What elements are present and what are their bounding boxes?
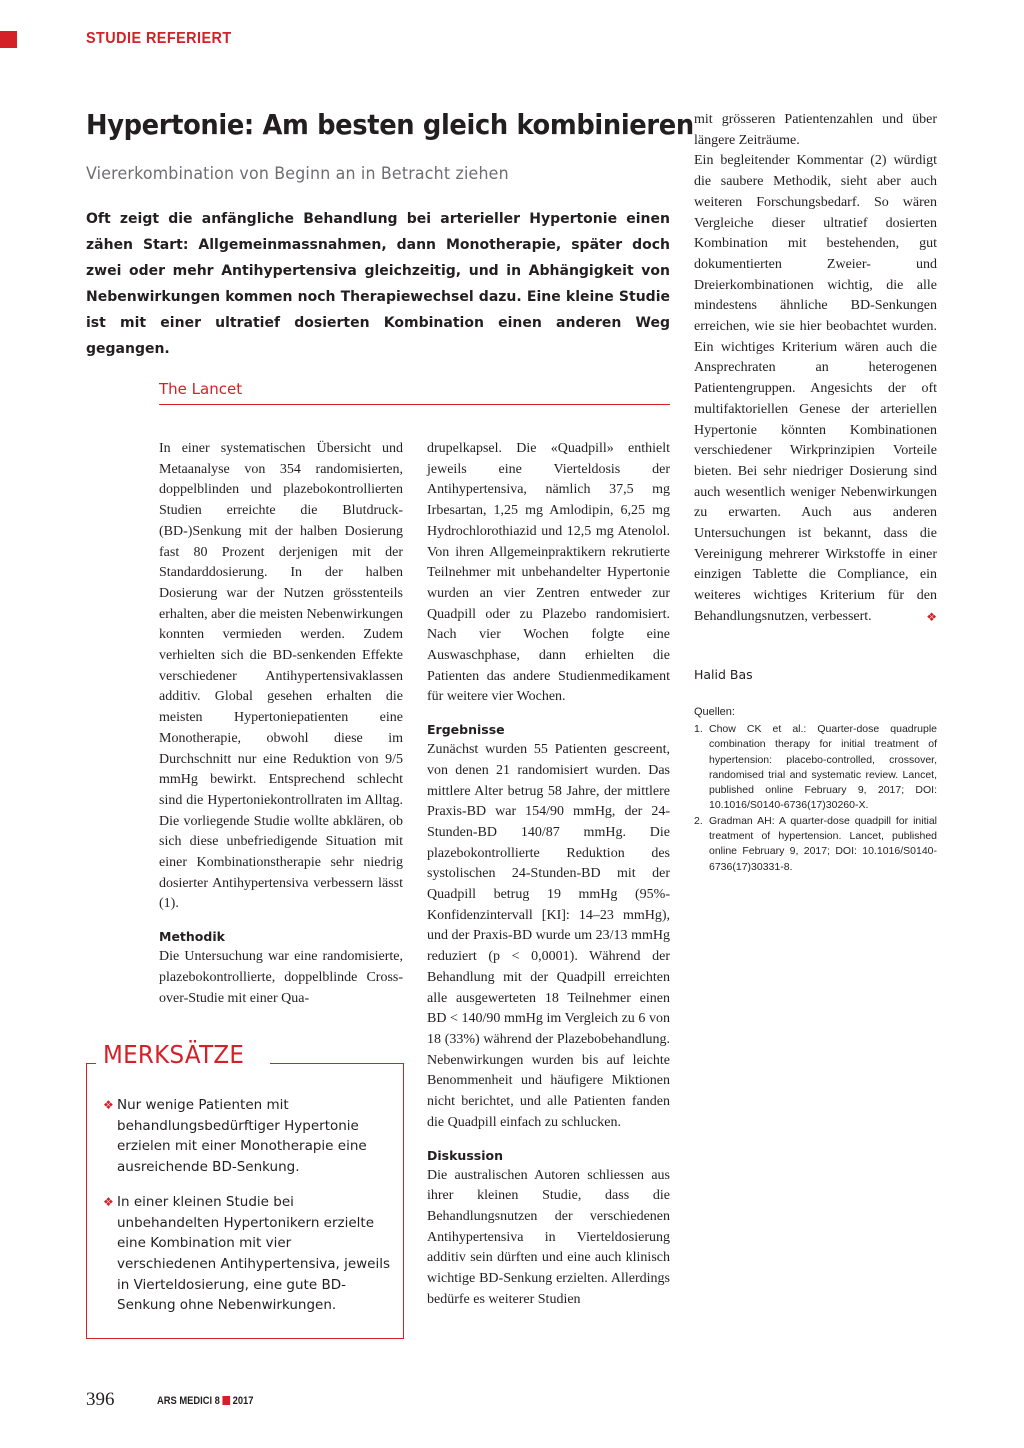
author-name: Halid Bas	[694, 667, 753, 682]
ergebnisse-heading: Ergebnisse	[427, 722, 505, 738]
article-subtitle: Viererkombination von Beginn an in Betracht ziehen	[86, 164, 509, 184]
source-divider	[159, 404, 670, 405]
body-column-2	[427, 439, 670, 1310]
references-label: Quellen:	[694, 706, 735, 718]
merksatz-text: In einer kleinen Studie bei unbehandelten Hypertonikern erzielte eine Kombination mit vier verschiedenen Antihypertensiva, jeweils in Vierteldosierung, eine gute BD-Senkung ohne Nebenwirkungen.	[117, 1193, 391, 1314]
article-title: Hypertonie: Am besten gleich kombinieren	[86, 108, 694, 141]
intro-paragraph: In einer systematischen Übersicht und Metaanalyse von 354 randomisierten, doppelblinden und plazebokontrollierten Studien erreichte die Blutdruck-(BD-)Senkung mit der halben Dosierung fast 80 Prozent derjenigen mit der Standarddosierung. In der halben Dosierung war der Nutzen grösstenteils erhalten, aber die meisten Nebenwirkungen konnten vermieden werden. Zudem verhielten sich die BD-senkenden Effekte verschiedener Antihypertensivaklassen additiv. Global gesehen erhalten die meisten Hypertoniepatienten eine Monotherapie, obwohl diese im Durchschnitt nur eine Reduktion von 9/5 mmHg bewirkt. Entsprechend schlecht sind die Hypertoniekontrollraten im Alltag. Die vorliegende Studie wollte abklären, ob sich diese unbefriedigende Situation mit einer Kombinationstherapie sehr niedrig dosierter Antihypertensiva verbessern lässt (1).	[159, 441, 403, 912]
reference-text: Chow CK et al.: Quarter-dose quadruple combination therapy for initial treatment of hypertension: placebo-controlled, crossover, randomised trial and systematic review. Lancet, published online February 9, 2017; DOI: 10.1016/S0140-6736(17)30260-X.	[709, 723, 937, 812]
diamond-bullet-icon: ❖	[103, 1194, 114, 1209]
merksatz-text: Nur wenige Patienten mit behandlungsbedürftiger Hypertonie erzielen mit einer Monotherapie eine ausreichende BD-Senkung.	[117, 1097, 367, 1176]
reference-item	[694, 814, 937, 875]
diskussion-paragraph-part2: mit grösseren Patientenzahlen und über längere Zeiträume.	[694, 112, 937, 148]
body-column-3	[694, 110, 937, 628]
page-number: 396	[86, 1389, 115, 1410]
diskussion-paragraph-part1: Die australischen Autoren schliessen aus ihrer kleinen Studie, dass die Behandlungsnutzen der verschiedenen Antihypertensiva in Vierteldosierung additiv sein dürften und eine auch klinisch wichtige BD-Senkung erzielten. Allerdings bedürfe es weiterer Studien	[427, 1167, 670, 1307]
reference-text: Gradman AH: A quarter-dose quadpill for initial treatment of hypertension. Lancet, published online February 9, 2017; DOI: 10.1016/S0140-6736(17)30331-8.	[709, 814, 937, 873]
merksaetze-box-topline-left	[86, 1063, 96, 1064]
end-of-article-icon: ❖	[926, 609, 937, 624]
methodik-paragraph-part2: drupelkapsel. Die «Quadpill» enthielt jeweils eine Vierteldosis der Antihypertensiva, nämlich 37,5 mg Irbesartan, 1,25 mg Amlodipin, 6,25 mg Hydrochlorothiazid und 12,5 mg Atenolol. Von ihren Allgemeinpraktikern rekrutierte Teilnehmer mit unbehandelter Hypertonie wurden an vier Zentren entweder zur Quadpill oder zu Plazebo randomisiert. Nach vier Wochen folgte eine Auswaschphase, dann erhielten die Patienten das andere Studienmedikament für weitere vier Wochen.	[427, 441, 670, 705]
merksatz-item	[103, 1095, 391, 1178]
footer-separator-square	[222, 1396, 230, 1405]
magazine-year: 2017	[232, 1395, 254, 1407]
commentary-text: Ein begleitender Kommentar (2) würdigt die saubere Methodik, sieht aber auch weiteren Forschungsbedarf. So wären Vergleiche dieser ultratief dosierten Kombination mit bestehenden, gut dokumentierten Zweier- und Dreierkombinationen wichtig, die alle mindestens ähnliche BD-Senkungen erreichen, wie sie hier beobachtet wurden. Ein wichtiges Kriterium wären auch die Ansprechraten an heterogenen Patientengruppen. Angesichts der oft multifaktoriellen Genese der arteriellen Hypertonie könnten Kombinationen verschiedener Wirkprinzipien Vorteile bieten. Bei sehr niedriger Dosierung sind auch wesentlich weniger Nebenwirkungen zu erwarten. Auch aus anderen Untersuchungen ist bekannt, dass die Vereinigung mehrerer Wirkstoffe in einer einzigen Tablette die Compliance, ein weiteres wichtiges Kriterium für den Behandlungsnutzen, verbessert.	[694, 153, 937, 624]
section-label: STUDIE REFERIERT	[86, 30, 232, 47]
merksaetze-list	[103, 1095, 391, 1330]
references-list	[694, 722, 937, 875]
methodik-paragraph-part1: Die Untersuchung war eine randomisierte, plazebokontrollierte, doppelblinde Cross-over-Studie mit einer Qua-	[159, 949, 403, 1006]
methodik-heading: Methodik	[159, 929, 225, 945]
source-journal: The Lancet	[159, 380, 243, 398]
diskussion-heading: Diskussion	[427, 1147, 503, 1163]
merksaetze-box-topline-right	[270, 1063, 404, 1064]
commentary-paragraph	[694, 151, 937, 627]
reference-number: 1.	[694, 723, 703, 735]
footer-magazine	[157, 1395, 253, 1407]
article-lead: Oft zeigt die anfängliche Behandlung bei arterieller Hypertonie einen zähen Start: Allgemeinmassnahmen, dann Monotherapie, später doch zwei oder mehr Antihypertensiva gleichzeitig, und in Abhängigkeit von Nebenwirkungen kommen noch Therapiewechsel dazu. Eine kleine Studie ist mit einer ultratief dosierten Kombination einen anderen Weg gegangen.	[86, 211, 670, 357]
body-column-1	[159, 439, 403, 1009]
header-accent-square	[0, 31, 17, 48]
merksatz-item	[103, 1192, 391, 1316]
diamond-bullet-icon: ❖	[103, 1098, 114, 1112]
magazine-name: ARS MEDICI 8	[157, 1395, 220, 1407]
reference-item	[694, 722, 937, 814]
merksaetze-title: MERKSÄTZE	[103, 1040, 245, 1069]
reference-number: 2.	[694, 814, 703, 827]
ergebnisse-paragraph: Zunächst wurden 55 Patienten gescreent, von denen 21 randomisiert wurden. Das mittlere Alter betrug 58 Jahre, der mittlere Praxis-BD war 154/90 mmHg, der 24-Stunden-BD 140/87 mmHg. Die plazebokontrollierte Reduktion des systolischen 24-Stunden-BD mit der Quadpill betrug 19 mmHg (95%-Konfidenzintervall [KI]: 14–23 mmHg), und der Praxis-BD wurde um 23/13 mmHg reduziert (p < 0,0001). Während der Behandlung mit der Quadpill erreichten alle ausgewerteten 18 Teilnehmer einen BD < 140/90 mmHg im Vergleich zu 6 von 18 (33%) während der Plazebobehandlung. Nebenwirkungen wurden bis auf leichte Benommenheit und häufigere Miktionen nicht berichtet, und alle Patienten fanden die Quadpill einfach zu schlucken.	[427, 742, 670, 1130]
